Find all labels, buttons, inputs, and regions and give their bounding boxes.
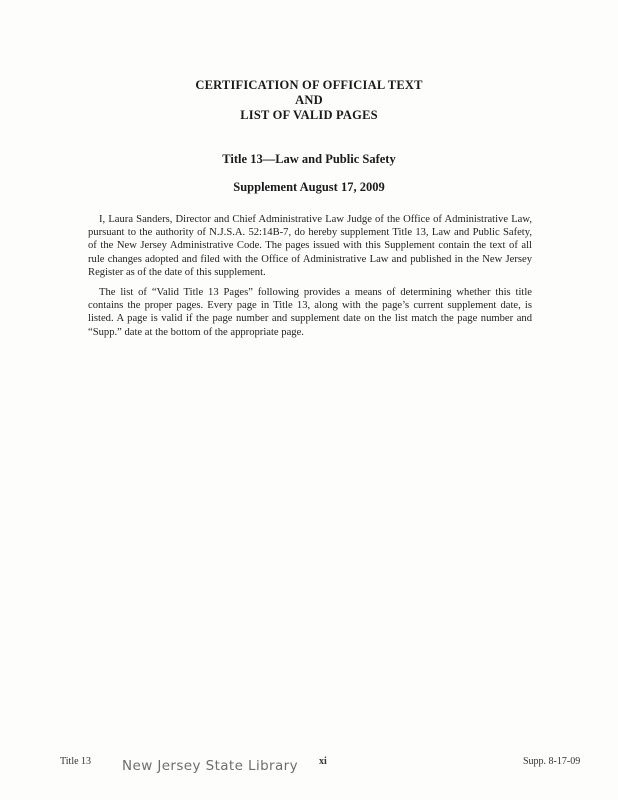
title-line: Title 13—Law and Public Safety — [222, 152, 396, 166]
supplement-date-line: Supplement August 17, 2009 — [233, 180, 385, 194]
library-stamp: New Jersey State Library — [122, 758, 299, 774]
footer-title: Title 13 — [60, 756, 92, 767]
heading-line-3: LIST OF VALID PAGES — [240, 108, 378, 122]
valid-pages-paragraph: The list of “Valid Title 13 Pages” following provides a means of determining whether this title contains the proper pages. Every page in Title 13, along with the page’s current supplement date, is listed. A page is valid if the page number and supplement date on the list match the page number and “Supp.” date at the bottom of the appropriate page. — [88, 287, 532, 338]
page-number: xi — [319, 756, 327, 767]
heading-line-2: AND — [295, 93, 323, 107]
heading-line-1: CERTIFICATION OF OFFICIAL TEXT — [195, 78, 423, 92]
footer-supplement-date: Supp. 8-17-09 — [523, 756, 581, 767]
certification-paragraph: I, Laura Sanders, Director and Chief Administrative Law Judge of the Office of Administrative Law, pursuant to the authority of N.J.S.A. 52:14B-7, do hereby supplement Title 13, Law and Public Safety, of the New Jersey Administrative Code. The pages issued with this Supplement contain the text of all rule changes adopted and filed with the Office of Administrative Law and published in the New Jersey Register as of the date of this supplement. — [88, 214, 532, 278]
certification-heading — [0, 78, 618, 123]
